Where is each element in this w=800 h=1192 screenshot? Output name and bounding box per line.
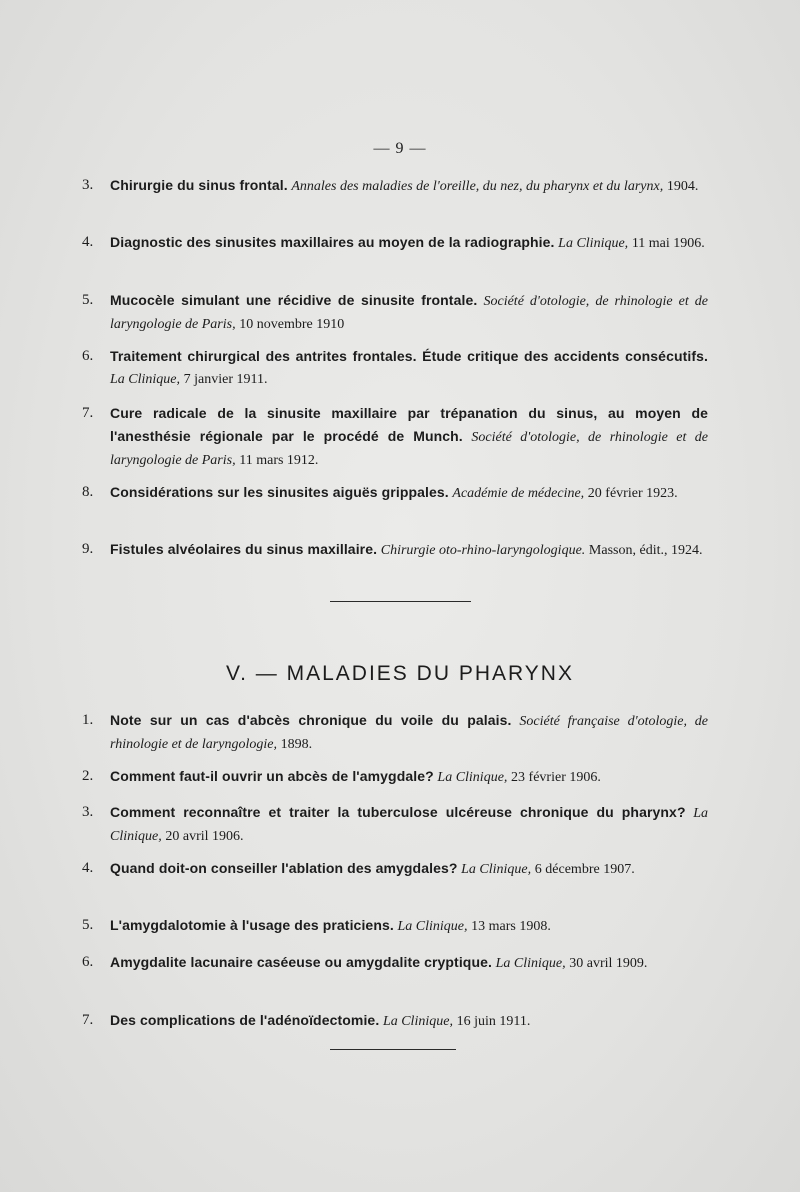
entry-date: 1898. xyxy=(280,737,313,752)
entry-source: Chirurgie oto-rhino-laryngologique. xyxy=(380,543,586,558)
entry-date: 13 mars 1908. xyxy=(471,919,551,934)
entry-date: 20 février 1923. xyxy=(587,486,678,501)
entry-number: 2. xyxy=(82,768,94,784)
entry-date: 16 juin 1911. xyxy=(456,1014,531,1029)
section-heading: V. — MALADIES DU PHARYNX xyxy=(226,662,574,685)
bibliography-entry xyxy=(82,231,708,255)
bibliography-entry xyxy=(82,765,708,789)
entry-title: Amygdalite lacunaire caséeuse ou amygdalite cryptique. xyxy=(110,954,492,970)
bibliography-entry xyxy=(82,481,708,505)
bibliography-entry xyxy=(82,174,708,198)
entry-number: 5. xyxy=(82,292,94,308)
entry-title: Considérations sur les sinusites aiguës grippales. xyxy=(110,484,449,500)
bibliography-entry xyxy=(82,402,708,472)
entry-number: 8. xyxy=(82,484,94,500)
entry-date: 11 mai 1906. xyxy=(631,236,705,251)
entry-source: La Clinique, xyxy=(110,806,708,844)
entry-number: 6. xyxy=(82,348,94,364)
entry-number: 4. xyxy=(82,860,94,876)
entry-title: Traitement chirurgical des antrites frontales. Étude critique des accidents consécutifs. xyxy=(110,348,708,364)
entry-date: Masson, édit., 1924. xyxy=(588,543,703,558)
bibliography-entry xyxy=(82,857,708,881)
bibliography-entry xyxy=(82,345,708,391)
bibliography-entry xyxy=(82,951,708,975)
entry-source: Annales des maladies de l'oreille, du nez, du pharynx et du larynx, xyxy=(291,179,664,194)
entry-title: Comment reconnaître et traiter la tuberculose ulcéreuse chronique du pharynx? xyxy=(110,804,686,820)
entry-number: 1. xyxy=(82,712,94,728)
entry-number: 4. xyxy=(82,234,94,250)
entry-date: 30 avril 1909. xyxy=(569,956,648,971)
entry-title: Mucocèle simulant une récidive de sinusite frontale. xyxy=(110,292,478,308)
bibliography-entry xyxy=(82,709,708,756)
end-divider xyxy=(330,1049,456,1050)
entry-date: 20 avril 1906. xyxy=(165,829,244,844)
entry-title: Des complications de l'adénoïdectomie. xyxy=(110,1012,380,1028)
entry-title: Fistules alvéolaires du sinus maxillaire. xyxy=(110,541,378,557)
entry-source: Société française d'otologie, de rhinologie et de laryngologie, xyxy=(110,714,708,752)
bibliography-entry xyxy=(82,289,708,336)
entry-date: 7 janvier 1911. xyxy=(183,372,268,387)
entry-source: Société d'otologie, de rhinologie et de laryngologie de Paris, xyxy=(110,294,709,332)
entry-source: La Clinique, xyxy=(397,919,468,934)
entry-source: Académie de médecine, xyxy=(452,486,585,501)
entry-source: La Clinique, xyxy=(382,1014,453,1029)
entry-title: Comment faut-il ouvrir un abcès de l'amygdale? xyxy=(110,768,434,784)
entry-number: 7. xyxy=(82,405,94,421)
entry-title: Quand doit-on conseiller l'ablation des amygdales? xyxy=(110,860,458,876)
entry-date: 11 mars 1912. xyxy=(239,453,319,468)
entry-number: 9. xyxy=(82,541,94,557)
bibliography-entry xyxy=(82,1009,708,1033)
entry-date: 23 février 1906. xyxy=(511,770,601,785)
entry-source: La Clinique, xyxy=(495,956,566,971)
entry-number: 3. xyxy=(82,177,94,193)
entry-date: 10 novembre 1910 xyxy=(239,317,345,332)
entry-title: Chirurgie du sinus frontal. xyxy=(110,177,288,193)
entry-title: Cure radicale de la sinusite maxillaire par trépanation du sinus, au moyen de l'anesthésie régionale par le procédé de Munch. xyxy=(110,405,708,444)
entry-title: Diagnostic des sinusites maxillaires au moyen de la radiographie. xyxy=(110,234,555,250)
bibliography-entry xyxy=(82,538,708,562)
bibliography-entry xyxy=(82,914,708,938)
page-number: — 9 — xyxy=(373,140,427,157)
entry-number: 6. xyxy=(82,954,94,970)
entry-date: 6 décembre 1907. xyxy=(534,862,635,877)
entry-source: Société d'otologie, de rhinologie et de laryngologie de Paris, xyxy=(110,430,709,468)
entry-source: La Clinique, xyxy=(558,236,629,251)
entry-source: La Clinique, xyxy=(110,372,181,387)
entry-source: La Clinique, xyxy=(437,770,508,785)
bibliography-entry xyxy=(82,801,708,848)
entry-number: 7. xyxy=(82,1012,94,1028)
entry-number: 3. xyxy=(82,804,94,820)
entry-title: Note sur un cas d'abcès chronique du voile du palais. xyxy=(110,712,512,728)
entry-number: 5. xyxy=(82,917,94,933)
entry-title: L'amygdalotomie à l'usage des praticiens. xyxy=(110,917,394,933)
section-divider xyxy=(330,601,471,602)
entry-source: La Clinique, xyxy=(461,862,532,877)
entry-date: 1904. xyxy=(666,179,699,194)
